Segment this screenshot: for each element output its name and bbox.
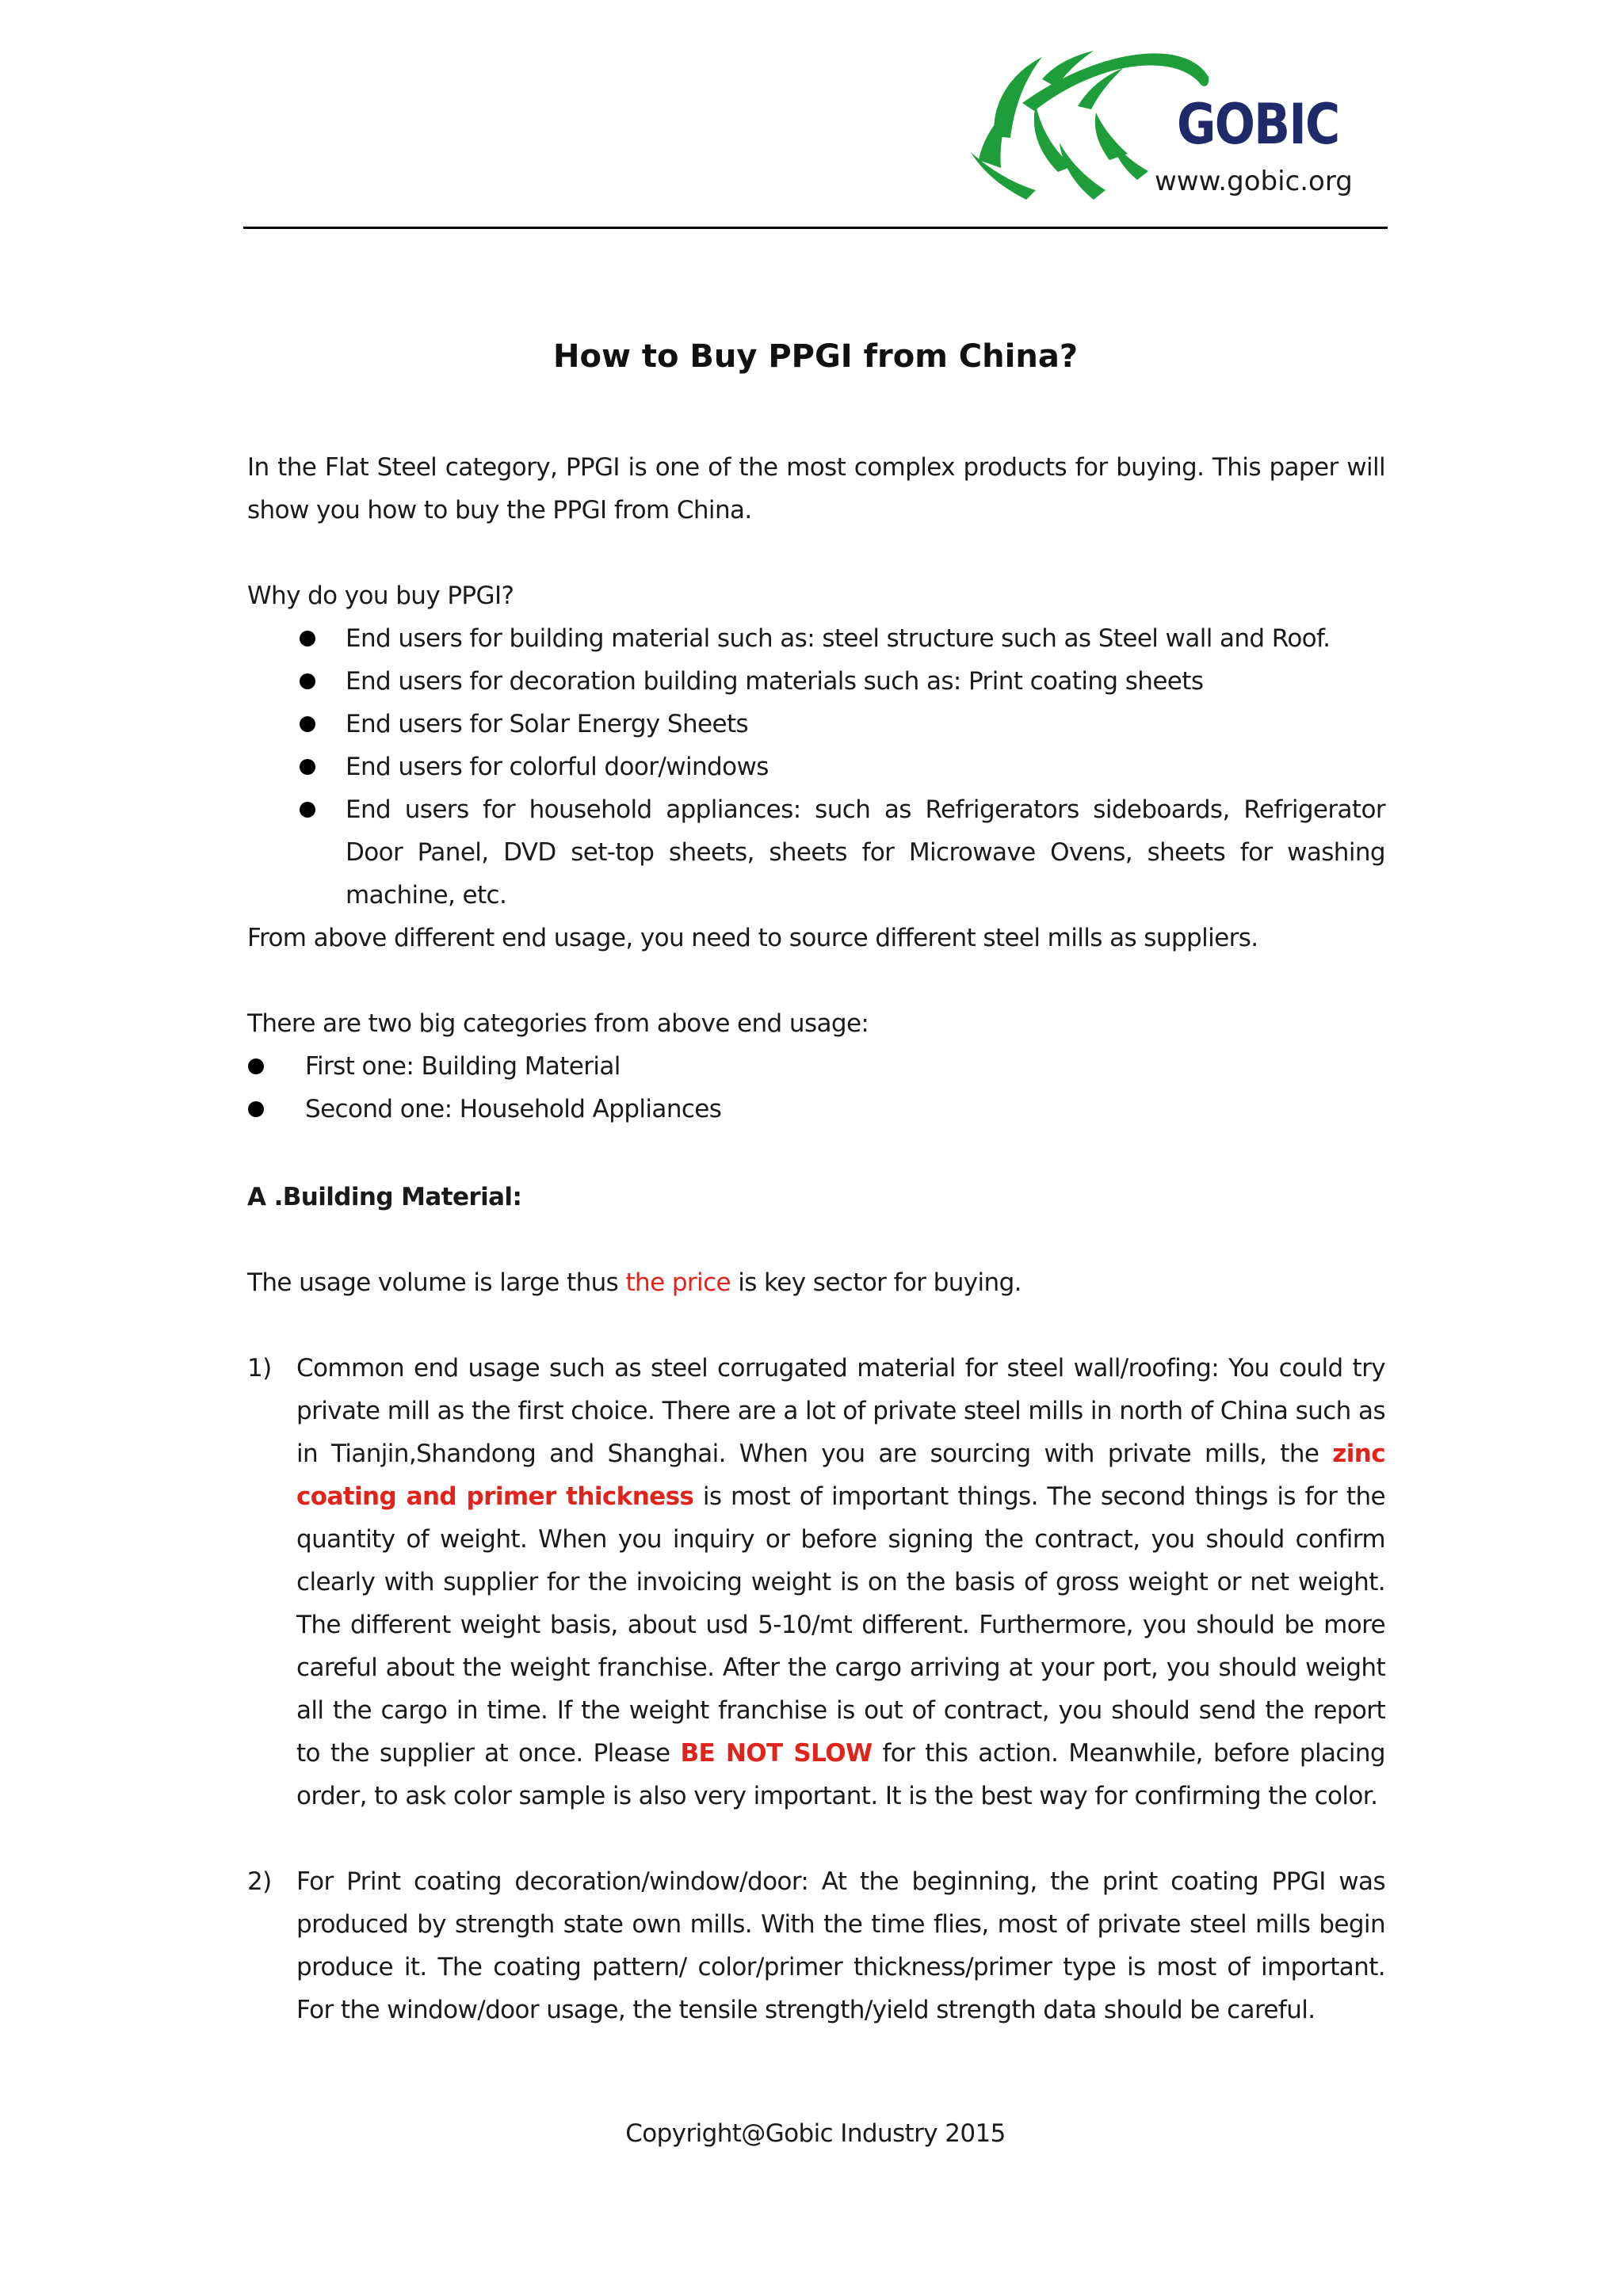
usage-sentence xyxy=(247,1261,1385,1304)
header-divider xyxy=(243,227,1388,229)
usage-text-before: The usage volume is large thus xyxy=(247,1268,626,1297)
intro-paragraph: In the Flat Steel category, PPGI is one of the most complex products for buying. This paper will show you how to buy the PPGI from China. xyxy=(247,453,1385,524)
list-item xyxy=(0,788,1385,917)
categories-heading: There are two big categories from above end usage: xyxy=(247,1009,869,1038)
list-item xyxy=(0,1045,1385,1088)
why-list xyxy=(0,617,1385,917)
gobic-logo xyxy=(947,41,1391,212)
categories-list xyxy=(0,1045,1385,1131)
item1-highlight-notslow: BE NOT SLOW xyxy=(680,1739,873,1768)
list-item xyxy=(0,1088,1385,1131)
list-item-text: Second one: Household Appliances xyxy=(305,1095,722,1123)
source-note: From above different end usage, you need to source different steel mills as suppliers. xyxy=(247,924,1258,952)
brand-name: GOBIC xyxy=(1177,92,1339,157)
list-item-text: End users for Solar Energy Sheets xyxy=(346,710,749,738)
list-item-text: End users for decoration building materials such as: Print coating sheets xyxy=(346,667,1204,696)
item-number: 1) xyxy=(247,1354,272,1383)
why-heading: Why do you buy PPGI? xyxy=(247,582,514,610)
item1-text-space xyxy=(693,1482,703,1511)
item1-text-part2: is most of important things. The second things is for the quantity of weight. When you inquiry or before signing the contract, you should confirm clearly with supplier for the invoicing weight is on the basis of gross weight or net weight. The different weight basis, about usd 5-10/mt different. Furthermore, you should be more careful about the weight franchise. After the cargo arriving at your port, you should weight all the cargo in time. If the weight franchise is out of contract, you should send the report to the supplier at once. Please xyxy=(296,1482,1385,1768)
list-item xyxy=(0,660,1385,703)
item-text xyxy=(296,1347,1385,1817)
document-title: How to Buy PPGI from China? xyxy=(552,338,1079,375)
list-item-text: End users for household appliances: such as Refrigerators sideboards, Refrigerator Door Panel, DVD set-top sheets, sheets for Microwave Ovens, sheets for washing machine, etc. xyxy=(346,795,1385,910)
bullet-icon xyxy=(300,673,315,689)
usage-text-after: is key sector for buying. xyxy=(730,1268,1022,1297)
brand-url: www.gobic.org xyxy=(1155,166,1353,197)
item1-text-part3: for this action. Meanwhile, before placing order, to ask color sample is also very important. It is the best way for confirming the color. xyxy=(296,1739,1385,1810)
item-text: For Print coating decoration/window/door: At the beginning, the print coating PPGI was produced by strength state own mills. With the time flies, most of private steel mills begin produce it. The coating pattern/ color/primer thickness/primer type is most of important. For the window/door usage, the tensile strength/yield strength data should be careful. xyxy=(296,1867,1385,2024)
bullet-icon xyxy=(300,802,315,818)
section-a-heading: A .Building Material: xyxy=(247,1183,522,1211)
bullet-icon xyxy=(300,716,315,732)
list-item-text: End users for colorful door/windows xyxy=(346,753,769,781)
copyright-footer: Copyright@Gobic Industry 2015 xyxy=(625,2119,1006,2148)
list-item-text: First one: Building Material xyxy=(305,1052,621,1081)
list-item-text: End users for building material such as: steel structure such as Steel wall and Roof. xyxy=(346,624,1331,653)
item1-highlight-coating: zinc coating and primer thickness xyxy=(296,1440,1385,1511)
bullet-icon xyxy=(300,631,315,646)
list-item xyxy=(0,746,1385,788)
bullet-icon xyxy=(300,759,315,775)
item1-text-part1: Common end usage such as steel corrugated material for steel wall/roofing: You could try private mill as the first choice. There are a lot of private steel mills in north of China such as in Tianjin,Shandong and Shanghai. When you are sourcing with private mills, the xyxy=(296,1354,1385,1468)
list-item xyxy=(0,617,1385,660)
bullet-icon xyxy=(248,1058,264,1074)
bullet-icon xyxy=(248,1101,264,1117)
item-number: 2) xyxy=(247,1867,272,1896)
list-item xyxy=(0,703,1385,746)
usage-highlight: the price xyxy=(625,1268,731,1297)
